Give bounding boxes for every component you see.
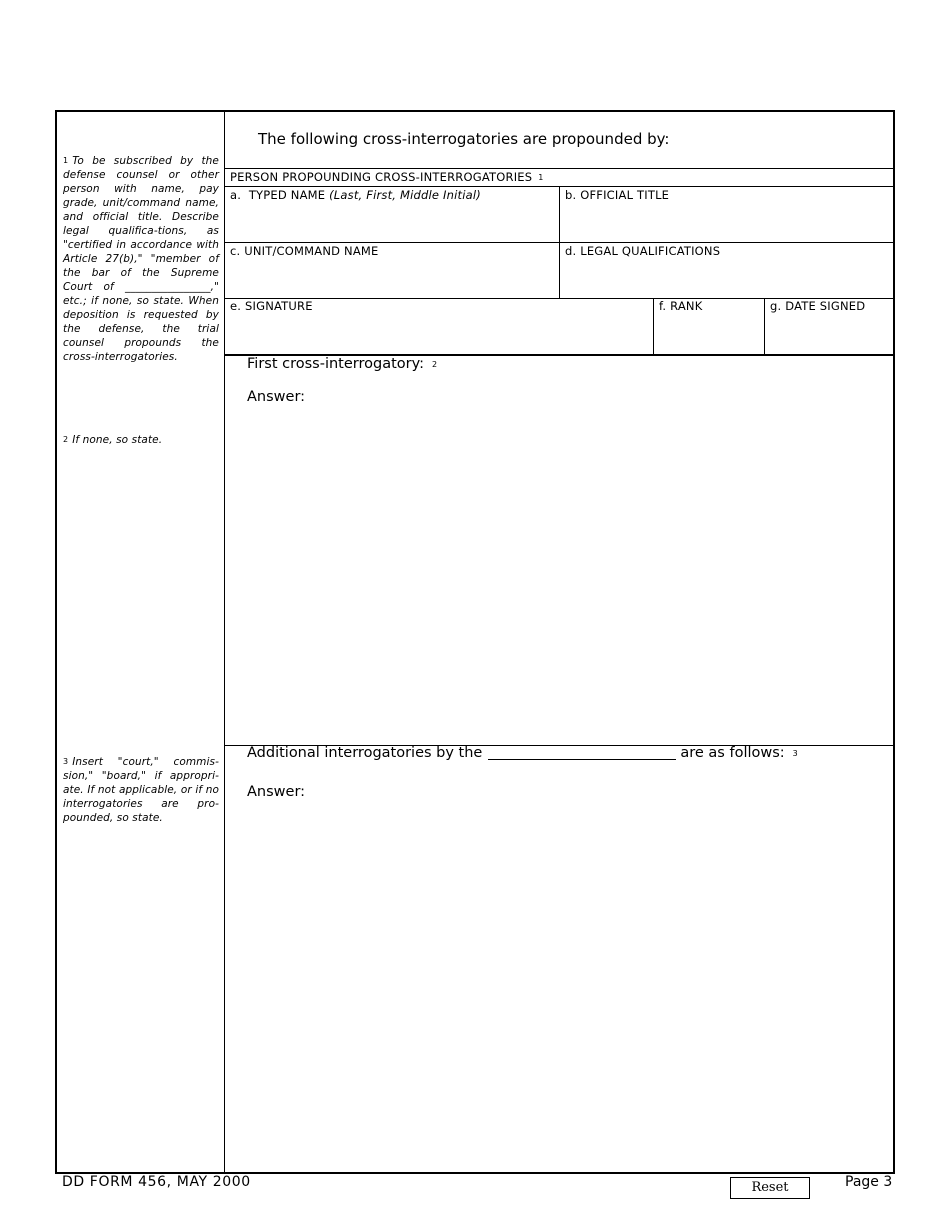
divider — [225, 242, 893, 243]
note-2-text: If none, so state. — [72, 434, 163, 446]
section-title-text: PERSON PROPOUNDING CROSS-INTERROGATORIES — [230, 170, 533, 184]
note-3-text: Insert "court," commis-sion," "board," if appropri-ate. If not applicable, or if no interrogatories are pro-pounded, so state. — [63, 756, 219, 824]
answer-label: Answer: — [247, 784, 306, 800]
divider — [764, 298, 765, 354]
form-main — [225, 112, 893, 1172]
instruction-note-1 — [63, 154, 219, 364]
typed-name-label: TYPED NAME — [248, 188, 326, 202]
form-identifier: DD FORM 456, MAY 2000 — [62, 1174, 251, 1190]
unit-command-field[interactable]: c. UNIT/COMMAND NAME — [230, 244, 379, 258]
section-title — [230, 170, 548, 184]
first-cross-interrogatory-label — [247, 356, 441, 372]
typed-name-field[interactable] — [230, 188, 481, 202]
typed-name-hint: (Last, First, Middle Initial) — [329, 188, 481, 202]
form-heading: The following cross-interrogatories are propounded by: — [258, 130, 670, 148]
reset-button[interactable]: Reset — [730, 1177, 810, 1199]
note-3-number: 3 — [63, 757, 69, 766]
instruction-note-3 — [63, 755, 219, 825]
date-signed-field[interactable]: g. DATE SIGNED — [770, 299, 866, 313]
additional-suffix: are as follows: — [680, 745, 785, 761]
first-question-footnote: 2 — [432, 360, 438, 369]
form-frame — [55, 110, 895, 1174]
propounding-body-input[interactable] — [488, 745, 676, 760]
note-1-text: To be subscribed by the defense counsel or other person with name, pay grade, unit/command name, and official title. Describe legal qualifica-tions, as "certified in accordance with Article 27(b)," "member of the bar of the Supreme Court of ________________," etc.; if none, so state. When deposition is requested by the defense, the trial counsel propounds the cross-interrogatories. — [63, 155, 219, 363]
note-2-number: 2 — [63, 435, 69, 444]
section-footnote: 1 — [538, 173, 544, 182]
first-question-text: First cross-interrogatory: — [247, 356, 425, 372]
rank-field[interactable]: f. RANK — [659, 299, 703, 313]
additional-prefix: Additional interrogatories by the — [247, 745, 483, 761]
signature-field[interactable]: e. SIGNATURE — [230, 299, 313, 313]
official-title-field[interactable]: b. OFFICIAL TITLE — [565, 188, 670, 202]
note-1-number: 1 — [63, 156, 69, 165]
divider — [225, 168, 893, 169]
instruction-note-2 — [63, 433, 219, 447]
legal-qualifications-field[interactable]: d. LEGAL QUALIFICATIONS — [565, 244, 721, 258]
divider — [653, 298, 654, 354]
answer-label: Answer: — [247, 389, 306, 405]
additional-footnote: 3 — [792, 749, 798, 758]
instructions-column — [57, 112, 225, 1172]
typed-name-letter: a. — [230, 188, 242, 202]
page-number: Page 3 — [845, 1174, 893, 1190]
additional-interrogatories-label — [247, 745, 802, 761]
